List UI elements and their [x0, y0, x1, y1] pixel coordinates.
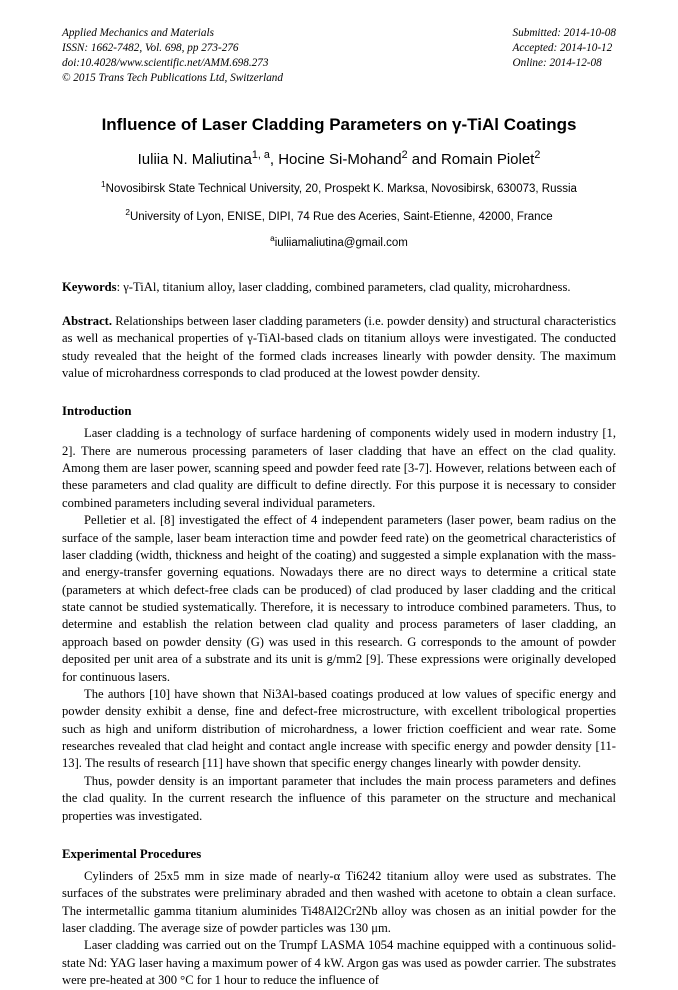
keywords-text: : γ-TiAl, titanium alloy, laser cladding, combined parameters, clad quality, microhardness. — [116, 279, 571, 294]
affiliation-2-marker: 2 — [125, 207, 130, 217]
page-title: Influence of Laser Cladding Parameters on γ-TiAl Coatings — [101, 114, 577, 134]
section-heading-experimental-procedures: Experimental Procedures — [62, 846, 202, 861]
affiliation-1-marker: 1 — [101, 179, 106, 189]
date-accepted: Accepted: 2014-10-12 — [512, 41, 613, 54]
paragraph: Laser cladding is a technology of surface hardening of components widely used in modern industry [1, 2]. There are numerous processing parameters of laser cladding that have an effect on the clad quality. Among them are laser power, scanning speed and powder feed rate [3-7]. However, relations between each of these parameters and clad quality are difficult to define directly. For this purpose it is necessary to consider combined parameters including several individual parameters. — [62, 426, 616, 510]
submission-dates — [513, 26, 616, 71]
journal-copyright: © 2015 Trans Tech Publications Ltd, Switzerland — [62, 71, 283, 84]
author-2: , Hocine Si-Mohand — [269, 150, 402, 168]
keywords-block — [62, 279, 616, 296]
abstract-text: Relationships between laser cladding parameters (i.e. powder density) and structural characteristics as well as mechanical properties of γ-TiAl-based clads on titanium alloys were investigated. The conducted study revealed that the height of the formed clads increases linearly with powder density. The maximum value of microhardness corresponds to clad produced at the lowest powder density. — [62, 313, 616, 380]
author-1: Iuliia N. Maliutina — [137, 150, 252, 168]
paragraph: Laser cladding was carried out on the Trumpf LASMA 1054 machine equipped with a continuous solid-state Nd: YAG laser having a maximum power of 4 kW. Argon gas was used as powder carrier. The substrates were pre-heated at 300 °C for 1 hour to reduce the influence of — [62, 938, 616, 988]
author-3-sup: 2 — [534, 148, 541, 161]
affiliation-2-text: University of Lyon, ENISE, DIPI, 74 Rue des Aceries, Saint-Etienne, 42000, France — [129, 210, 553, 223]
author-1-sup: 1, a — [251, 148, 270, 161]
journal-info — [62, 26, 283, 86]
paragraph: Pelletier et al. [8] investigated the effect of 4 independent parameters (laser power, beam radius on the surface of the sample, laser beam interaction time and powder feed rate) on the geometrical characteristics of laser cladding (width, thickness and height of the coating) and suggested a simple explanation with the mass- and energy-transfer governing equations. Nowadays there are no direct ways to determine a critical state (parameters at which defect-free clads can be produced) of clad produced by laser cladding and the critical state cannot be studied systematically. Therefore, it is necessary to introduce combined parameters. Thus, to determine and establish the relation between clad quality and process parameters of laser cladding, an approach based on powder density (G) was used in this research. G corresponds to the amount of powder deposited per unit area of a substrate and its unit is g/mm2 [9]. These expressions were originally developed for continuous lasers. — [62, 513, 616, 684]
page-header — [62, 26, 616, 86]
date-submitted: Submitted: 2014-10-08 — [512, 27, 616, 39]
affiliation-2 — [62, 209, 616, 225]
corresponding-email[interactable] — [62, 234, 616, 249]
author-list — [62, 148, 616, 168]
keywords-label: Keywords — [62, 279, 117, 294]
journal-name: Applied Mechanics and Materials — [62, 27, 214, 39]
email-marker: a — [270, 234, 275, 244]
email-text: iuliiamaliutina@gmail.com — [274, 236, 408, 249]
author-2-sup: 2 — [401, 148, 408, 161]
journal-issn: ISSN: 1662-7482, Vol. 698, pp 273-276 — [62, 41, 239, 54]
paragraph: Thus, powder density is an important parameter that includes the main process parameters and defines the clad quality. In the current research the influence of this parameter on the structure and mechanical properties was investigated. — [62, 773, 616, 823]
abstract-label: Abstract. — [62, 313, 113, 328]
paragraph: Cylinders of 25x5 mm in size made of nearly-α Ti6242 titanium alloy were used as substrates. The surfaces of the substrates were preliminary abraded and then washed with acetone to obtain a clean surface. The intermetallic gamma titanium aluminides Ti48Al2Cr2Nb alloy was chosen as an initial powder for the laser cladding. The average size of powder particles was 130 μm. — [62, 868, 616, 936]
date-online: Online: 2014-12-08 — [512, 56, 602, 69]
affiliation-1 — [62, 181, 616, 197]
journal-doi: doi:10.4028/www.scientific.net/AMM.698.273 — [62, 56, 269, 69]
affiliation-1-text: Novosibirsk State Technical University, 20, Prospekt K. Marksa, Novosibirsk, 630073, Russia — [105, 182, 577, 195]
paragraph: The authors [10] have shown that Ni3Al-based coatings produced at low values of specific energy and powder density exhibit a dense, fine and defect-free microstructure, with excellent tribological properties such as high and uniform distribution of microhardness, a lower friction coefficient and wear rate. Some researches revealed that clad height and contact angle increase with specific energy and powder density [11-13]. The results of research [11] have shown that specific energy changes linearly with powder density. — [62, 686, 616, 771]
section-heading-introduction: Introduction — [62, 404, 132, 419]
author-3: and Romain Piolet — [407, 150, 535, 168]
abstract-block — [62, 313, 616, 383]
